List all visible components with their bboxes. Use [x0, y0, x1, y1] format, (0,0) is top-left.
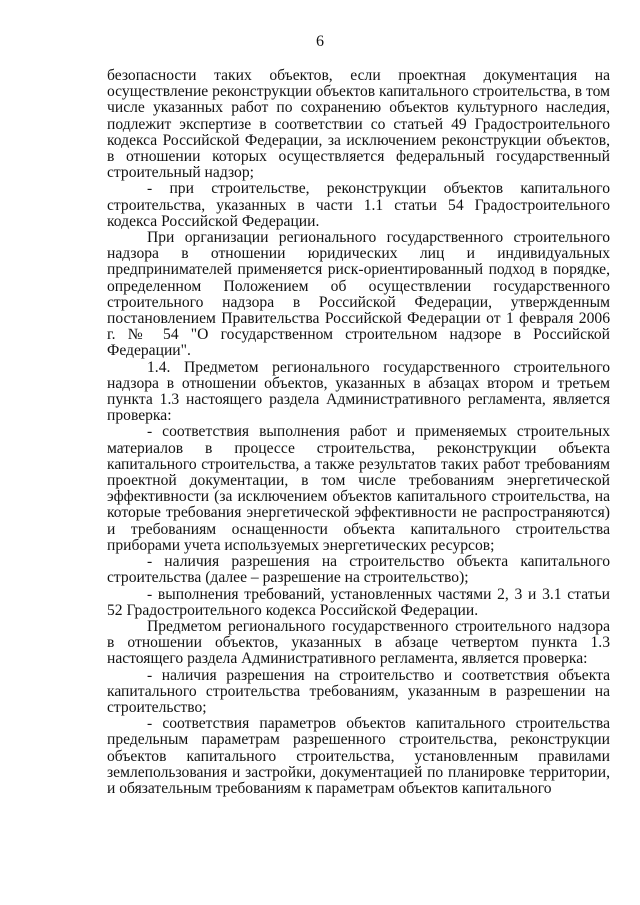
- paragraph-continuation: безопасности таких объектов, если проектная документация на осуществление реконструкции объектов капитального строительства, в том числе указанных работ по сохранению объектов культурного наследия, подлежит экспертизе в соответствии со статьей 49 Градостроительного кодекса Российской Федерации, за исключением реконструкции объектов, в отношении которых осуществляется федеральный государственный строительный надзор;: [107, 67, 610, 182]
- document-body: [107, 68, 610, 797]
- list-item-permit: - наличия разрешения на строительство объекта капитального строительства (далее – разрешение на строительство);: [107, 553, 610, 587]
- paragraph-section-1-4: 1.4. Предметом регионального государственного строительного надзора в отношении объектов, указанных в абзацах втором и третьем пункта 1.3 настоящего раздела Административного регламента, является проверка:: [107, 358, 610, 425]
- list-item-part-1-1: - при строительстве, реконструкции объектов капитального строительства, указанных в части 1.1 статьи 54 Градостроительного кодекса Российской Федерации.: [107, 180, 610, 230]
- list-item-parameters: - соответствия параметров объектов капитального строительства предельным параметрам разрешенного строительства, реконструкции объектов капитального строительства, установленным правилами землепользования и застройки, документацией по планировке территории, и обязательным требованиям к параметрам объектов капитального: [107, 715, 610, 797]
- list-item-permit-compliance: - наличия разрешения на строительство и соответствия объекта капитального строительства требованиям, указанным в разрешении на строительство;: [107, 666, 610, 716]
- page-number: 6: [316, 33, 324, 50]
- paragraph-subject-fourth: Предметом регионального государственного строительного надзора в отношении объектов, указанных в абзаце четвертом пункта 1.3 настоящего раздела Административного регламента, является проверка:: [107, 617, 610, 668]
- paragraph-risk-approach: При организации регионального государственного строительного надзора в отношении юридических лиц и индивидуальных предпринимателей применяется риск-ориентированный подход в порядке, определенном Положением об осуществлении государственного строительного надзора в Российской Федерации, утвержденным постановлением Правительства Российской Федерации от 1 февраля 2006 г. № 54 "О государственном строительном надзоре в Российской Федерации".: [107, 229, 610, 360]
- list-item-compliance: - соответствия выполнения работ и применяемых строительных материалов в процессе строительства, реконструкции объекта капитального строительства, а также результатов таких работ требованиям проектной документации, в том числе требованиям энергетической эффективности (за исключением объектов капитального строительства, на которые требования энергетической эффективности не распространяются) и требованиям оснащенности объекта капитального строительства приборами учета используемых энергетических ресурсов;: [107, 423, 610, 554]
- list-item-requirements: - выполнения требований, установленных частями 2, 3 и 3.1 статьи 52 Градостроительного кодекса Российской Федерации.: [107, 585, 610, 619]
